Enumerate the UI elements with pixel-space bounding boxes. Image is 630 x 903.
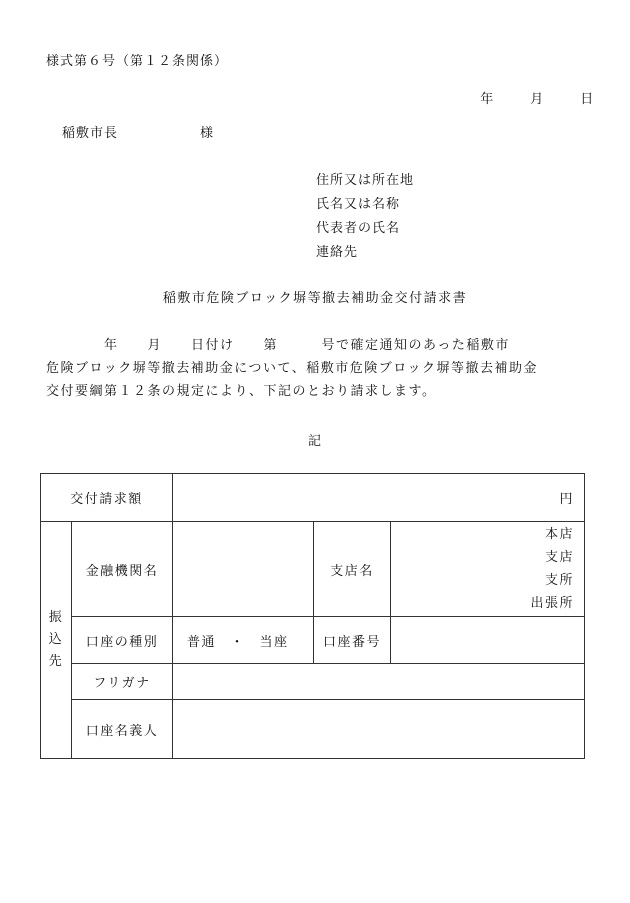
branch-type-sub: 支所 xyxy=(545,573,575,588)
date-year: 年 xyxy=(480,92,495,107)
furigana-label: フリガナ xyxy=(72,664,173,700)
document-title: 稲敷市危険ブロック塀等撤去補助金交付請求書 xyxy=(162,291,468,306)
branch-type-branch: 支店 xyxy=(545,550,575,565)
applicant-name-label: 氏名又は名称 xyxy=(316,197,401,212)
account-holder-field[interactable] xyxy=(173,700,585,759)
transfer-char-3: 先 xyxy=(48,654,64,669)
bank-name-label: 金融機関名 xyxy=(72,522,173,617)
date-month: 月 xyxy=(530,92,545,107)
branch-type-main: 本店 xyxy=(545,527,575,542)
amount-field[interactable] xyxy=(173,474,585,522)
amount-label: 交付請求額 xyxy=(41,474,173,522)
form-number: 様式第６号（第１２条関係） xyxy=(46,54,229,69)
account-type-label: 口座の種別 xyxy=(72,617,173,664)
body-line-3: 交付要綱第１２条の規定により、下記のとおり請求します。 xyxy=(46,384,437,399)
account-type-options[interactable]: 普通 ・ 当座 xyxy=(173,617,314,664)
transfer-destination-label xyxy=(41,522,72,759)
account-number-field[interactable] xyxy=(391,617,585,664)
branch-name-field[interactable] xyxy=(391,522,585,617)
contact-label: 連絡先 xyxy=(316,245,359,260)
representative-name-label: 代表者の氏名 xyxy=(316,221,401,236)
addressee-honorific: 様 xyxy=(200,126,215,141)
branch-type-office: 出張所 xyxy=(530,596,575,611)
ki-heading: 記 xyxy=(307,434,322,449)
request-body xyxy=(46,334,586,403)
request-form-table xyxy=(40,473,585,759)
addressee-name: 稲敷市長 xyxy=(62,126,119,141)
account-number-label: 口座番号 xyxy=(314,617,391,664)
body-line-1: 年 月 日付け 第 号で確定通知のあった稲敷市 xyxy=(46,338,510,353)
transfer-char-2: 込 xyxy=(48,632,64,647)
applicant-address-label: 住所又は所在地 xyxy=(316,173,415,188)
transfer-char-1: 振 xyxy=(48,610,64,625)
body-line-2: 危険ブロック塀等撤去補助金について、稲敷市危険ブロック塀等撤去補助金 xyxy=(46,361,538,376)
bank-name-field[interactable] xyxy=(173,522,314,617)
date-day: 日 xyxy=(580,92,595,107)
date-line xyxy=(470,73,594,107)
branch-name-label: 支店名 xyxy=(314,522,391,617)
account-holder-label: 口座名義人 xyxy=(72,700,173,759)
furigana-field[interactable] xyxy=(173,664,585,700)
amount-unit: 円 xyxy=(559,492,575,507)
